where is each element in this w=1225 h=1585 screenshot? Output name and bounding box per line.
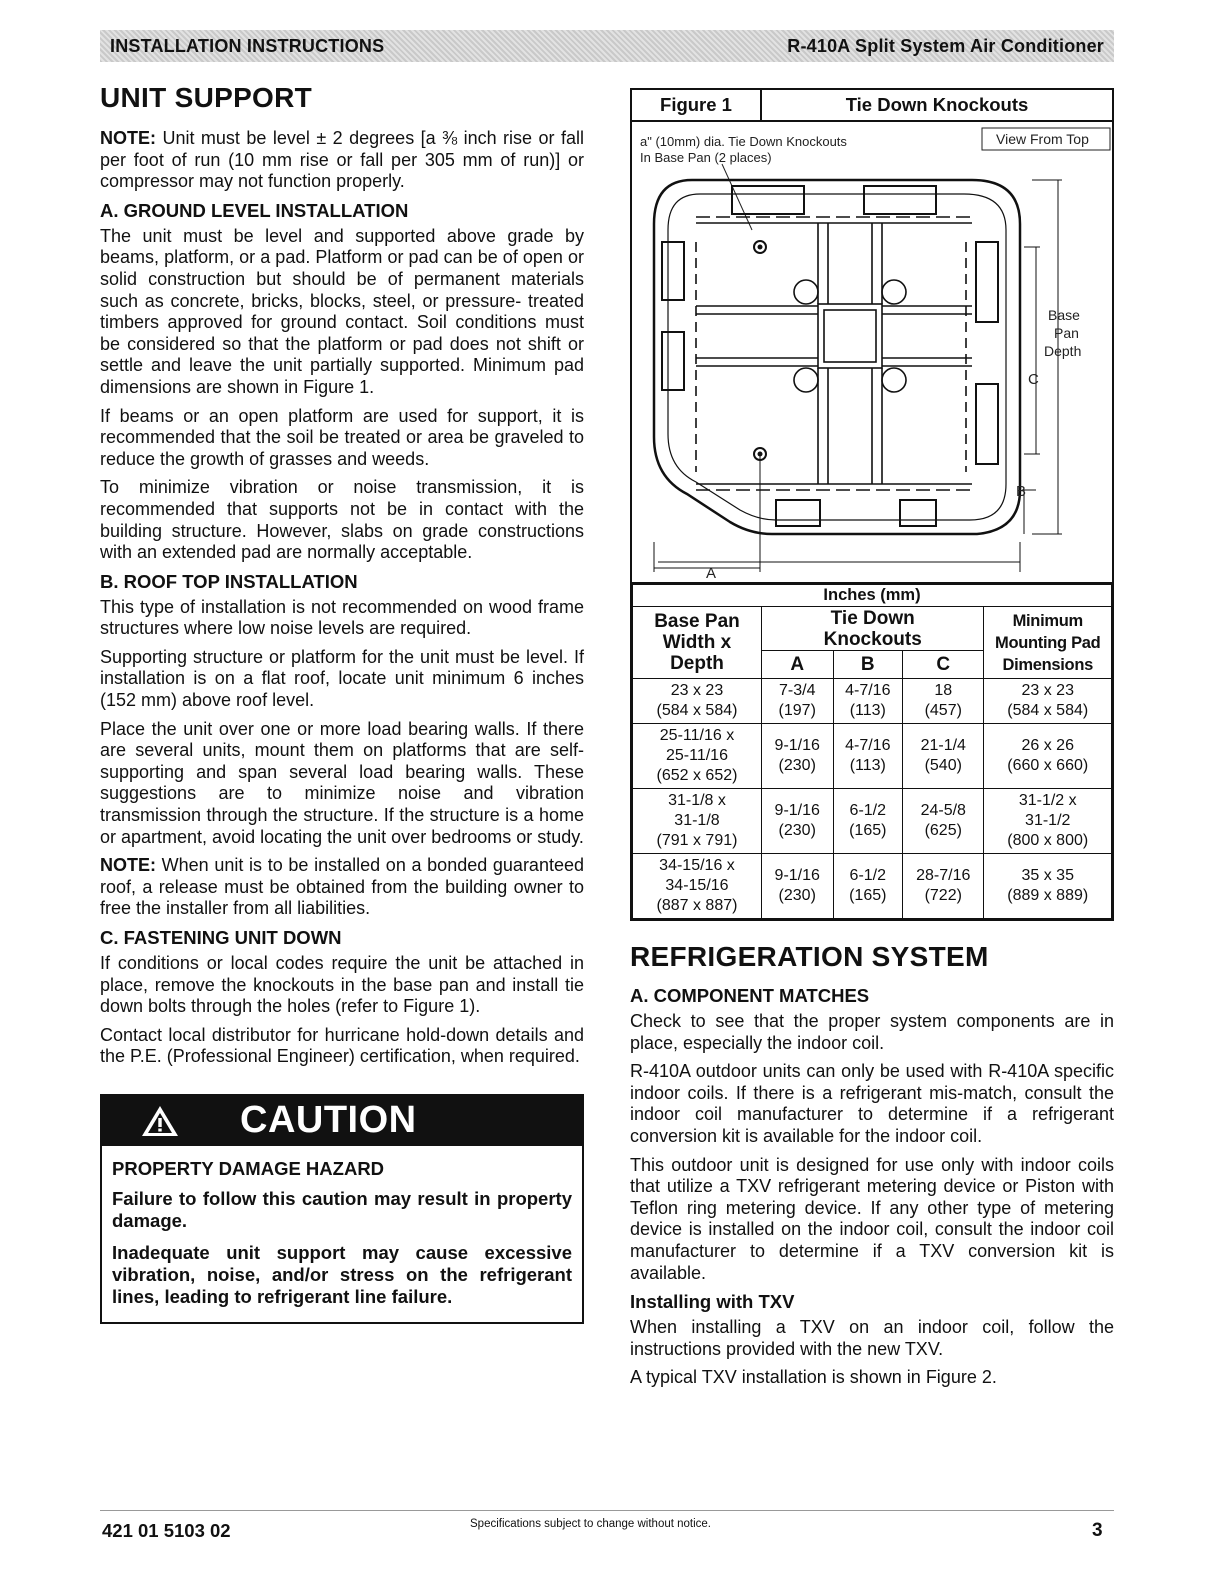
cell-line: 34-15/16 x	[659, 857, 735, 874]
cell-line: 21-1/4	[920, 737, 966, 754]
cell-line: (457)	[924, 702, 962, 719]
col-min-pad-line-3: Dimensions	[1002, 655, 1093, 674]
cell-pad	[984, 789, 1112, 854]
header-left-title: INSTALLATION INSTRUCTIONS	[110, 35, 385, 56]
col-base-pan-line-2: Width x	[662, 632, 732, 653]
label-depth-1: Base	[1048, 307, 1080, 323]
col-b: B	[833, 651, 903, 679]
cell-line: (889 x 889)	[1007, 887, 1089, 904]
support-ribs	[696, 217, 972, 490]
cell-b	[833, 789, 903, 854]
refrigeration-paragraph-3: This outdoor unit is designed for use only with indoor coils that utilize a TXV refrigerant metering device or Piston with Teflon ring metering device. If any other type of metering device is installed on the indoor coil, consult the indoor coil manufacturer to determine if a TXV conversion kit is available.	[630, 1154, 1114, 1283]
roof-note-label: NOTE:	[100, 855, 156, 876]
cell-pad	[984, 679, 1112, 724]
cell-b	[833, 724, 903, 789]
table-row	[633, 724, 1112, 789]
installing-txv-heading: Installing with TXV	[630, 1291, 795, 1313]
cell-b	[833, 854, 903, 919]
cell-line: (230)	[778, 822, 816, 839]
label-knockout-dia: a" (10mm) dia. Tie Down Knockouts	[640, 134, 847, 149]
ground-paragraph-2: If beams or an open platform are used for support, it is recommended that the soil be treated or area be graveled to reduce the growth of grasses and weeds.	[100, 405, 584, 469]
caution-box	[100, 1094, 584, 1324]
ground-level-heading: A. GROUND LEVEL INSTALLATION	[100, 199, 409, 221]
figure-number: Figure 1	[632, 90, 762, 120]
cell-line: (660 x 660)	[1007, 757, 1089, 774]
base-pan-inner-rim	[668, 194, 1006, 520]
cell-line: 6-1/2	[849, 867, 887, 884]
col-base-pan-line-1: Base Pan	[654, 611, 740, 632]
base-pan-outline	[654, 180, 1020, 534]
caution-line-1: Failure to follow this caution may result in property damage.	[112, 1187, 572, 1231]
base-pan-diagram	[632, 122, 1112, 584]
caution-line-2: Inadequate unit support may cause excessive vibration, noise, and/or stress on the refrigerant lines, leading to refrigerant line failure.	[112, 1241, 572, 1307]
note-label: NOTE:	[100, 128, 156, 148]
label-depth-3: Depth	[1044, 343, 1082, 359]
cell-line: 35 x 35	[1021, 867, 1074, 884]
cell-line: 6-1/2	[849, 802, 887, 819]
cell-line: 4-7/16	[845, 737, 891, 754]
label-a: A	[706, 565, 717, 582]
caution-banner	[102, 1096, 582, 1146]
unit-support-title: UNIT SUPPORT	[100, 82, 313, 113]
cell-line: (230)	[778, 757, 816, 774]
cell-line: (652 x 652)	[656, 767, 738, 784]
component-matches-heading: A. COMPONENT MATCHES	[630, 985, 870, 1006]
cell-line: (800 x 800)	[1007, 832, 1089, 849]
cell-line: (540)	[924, 757, 962, 774]
roof-paragraph-1: This type of installation is not recommended on wood frame structures where low noise levels are required.	[100, 596, 584, 639]
figure-header	[632, 90, 1112, 122]
label-c: C	[1028, 371, 1039, 388]
cell-pad	[984, 854, 1112, 919]
caution-title: CAUTION	[240, 1099, 417, 1142]
cell-line: 26 x 26	[1021, 737, 1074, 754]
cell-line: 9-1/16	[774, 802, 820, 819]
note-text: Unit must be level ± 2 degrees [a ⅜ inch rise or fall per foot of run (10 mm rise or fall per 305 mm of run)] or compressor may not function properly.	[100, 128, 584, 192]
cell-c	[903, 854, 984, 919]
cell-line: 31-1/2 x	[1018, 792, 1077, 809]
header-bar	[100, 30, 1114, 62]
header-right-title: R-410A Split System Air Conditioner	[787, 35, 1104, 56]
knockout-slot-top-right	[864, 186, 936, 214]
caution-hazard: PROPERTY DAMAGE HAZARD	[112, 1157, 385, 1179]
cell-line: 31-1/2	[1025, 812, 1071, 829]
label-b: B	[1016, 483, 1027, 500]
view-from-top-label: View From Top	[996, 131, 1089, 147]
table-row	[633, 854, 1112, 919]
cell-line: 28-7/16	[916, 867, 971, 884]
label-depth-2: Pan	[1054, 325, 1079, 341]
cell-line: 31-1/8 x	[668, 792, 726, 809]
cell-a	[761, 789, 833, 854]
fastening-paragraph-1: If conditions or local codes require the unit be attached in place, remove the knockouts in the base pan and install tie down bolts through the holes (refer to Figure 1).	[100, 953, 584, 1017]
col-tie-down	[761, 607, 984, 651]
cell-line: (165)	[849, 822, 887, 839]
table-row	[633, 789, 1112, 854]
cell-line: (230)	[778, 887, 816, 904]
table-row	[633, 679, 1112, 724]
cell-line: (791 x 791)	[656, 832, 738, 849]
tie-down-hole-upper-center	[758, 245, 763, 250]
refrigeration-paragraph-5: A typical TXV installation is shown in Figure 2.	[630, 1367, 997, 1388]
cell-line: 25-11/16	[665, 747, 728, 764]
figure-title: Tie Down Knockouts	[845, 94, 1029, 115]
col-base-pan-line-3: Depth	[670, 653, 724, 674]
col-c: C	[903, 651, 984, 679]
knockout-slot-right-upper	[976, 242, 998, 322]
cell-a	[761, 724, 833, 789]
cell-c	[903, 789, 984, 854]
ground-paragraph-1: The unit must be level and supported above grade by beams, platform, or a pad. Platform or pad can be of open or solid construction but should be of permanent materials such as concrete, bricks, blocks, steel, or pressure- treated timbers approved for ground contact. Soil conditions must be considered so that the platform or pad does not shift or settle and leave the unit partially supported. Minimum pad dimensions are shown in Figure 1.	[100, 225, 584, 397]
roof-note-text: When unit is to be installed on a bonded guaranteed roof, a release must be obtained from the building owner to free the installer from all liabilities.	[100, 855, 584, 919]
cell-line: 34-15/16	[665, 877, 729, 894]
col-min-pad-line-1: Minimum	[1012, 611, 1083, 630]
tie-down-table	[632, 584, 1112, 919]
cell-size	[633, 789, 762, 854]
table-units: Inches (mm)	[633, 585, 1112, 607]
col-min-pad-line-2: Mounting Pad	[995, 633, 1101, 652]
cell-size	[633, 724, 762, 789]
footer-divider	[100, 1510, 1114, 1511]
refrigeration-paragraph-1: Check to see that the proper system components are in place, especially the indoor coil.	[630, 1011, 1114, 1053]
cell-line: (113)	[849, 757, 886, 774]
cell-size	[633, 854, 762, 919]
figure-1	[630, 88, 1114, 921]
cell-c	[903, 724, 984, 789]
col-base-pan	[633, 607, 762, 679]
cell-size	[633, 679, 762, 724]
cell-c	[903, 679, 984, 724]
cell-line: 31-1/8	[674, 812, 720, 829]
cell-line: 23 x 23	[1021, 682, 1074, 699]
knockout-slot-bottom-right	[900, 500, 936, 526]
cell-line: 7-3/4	[779, 682, 816, 699]
cell-line: 25-11/16 x	[659, 727, 735, 744]
cell-line: (113)	[849, 702, 886, 719]
refrigeration-paragraph-2: R-410A outdoor units can only be used with R-410A specific indoor coils. If there is a refrigerant mis-match, consult the indoor coil manufacturer to determine if a refrigerant conversion kit is available for the indoor coil.	[630, 1061, 1114, 1146]
cell-line: (887 x 887)	[656, 897, 738, 914]
refrigeration-section	[630, 941, 1114, 1389]
cell-line: 18	[934, 682, 953, 699]
unit-support-note	[100, 128, 584, 193]
left-column	[100, 82, 584, 1324]
knockout-slot-right-lower	[976, 384, 998, 464]
refrigeration-title: REFRIGERATION SYSTEM	[630, 941, 989, 972]
leader-line	[722, 164, 752, 230]
roof-top-heading: B. ROOF TOP INSTALLATION	[100, 570, 358, 592]
cell-line: (584 x 584)	[1007, 702, 1089, 719]
cell-line: 24-5/8	[920, 802, 966, 819]
fastening-paragraph-2: Contact local distributor for hurricane hold-down details and the P.E. (Professional Engineer) certification, when required.	[100, 1024, 584, 1067]
cell-line: (722)	[924, 887, 962, 904]
col-tie-down-line-2: Knockouts	[823, 628, 922, 650]
table-header-row-1	[633, 607, 1112, 651]
roof-paragraph-3: Place the unit over one or more load bearing walls. If there are several units, mount them on platforms that are self-supporting and span several load bearing walls. These suggestions are to minimize noise and vibration transmission through the structure. If the structure is a home or apartment, avoid locating the unit over bedrooms or study.	[100, 718, 584, 847]
tie-down-drawing	[632, 122, 1112, 584]
roof-paragraph-2: Supporting structure or platform for the unit must be level. If installation is on a flat roof, locate unit minimum 6 inches (152 mm) above roof level.	[100, 646, 584, 711]
knockout-slot-left-lower	[662, 332, 684, 390]
cell-a	[761, 679, 833, 724]
fastening-heading: C. FASTENING UNIT DOWN	[100, 927, 342, 948]
footer-notice: Specifications subject to change without notice.	[470, 1518, 712, 1530]
cell-a	[761, 854, 833, 919]
cell-line: 9-1/16	[774, 737, 820, 754]
cell-line: (197)	[778, 702, 816, 719]
roof-note	[100, 855, 584, 920]
col-min-pad	[984, 607, 1112, 679]
col-tie-down-line-1: Tie Down	[830, 607, 915, 629]
knockout-slot-bottom-left	[776, 500, 820, 526]
cell-line: (625)	[924, 822, 962, 839]
table-units-row	[633, 585, 1112, 607]
cell-line: 23 x 23	[670, 682, 724, 699]
warning-triangle-icon	[140, 1104, 180, 1138]
right-column	[630, 88, 1114, 1396]
cell-line: (584 x 584)	[656, 702, 738, 719]
knockout-slot-left-upper	[662, 242, 684, 300]
cell-line: 4-7/16	[845, 682, 891, 699]
footer-part-number: 421 01 5103 02	[102, 1520, 231, 1541]
ground-paragraph-3: To minimize vibration or noise transmission, it is recommended that supports not be in contact with the building structure. However, slabs on grade constructions with an extended pad are normally acceptable.	[100, 477, 584, 563]
cell-line: 9-1/16	[774, 867, 820, 884]
label-in-base-pan: In Base Pan (2 places)	[640, 150, 772, 165]
caution-body	[102, 1146, 582, 1322]
refrigeration-paragraph-4: When installing a TXV on an indoor coil, follow the instructions provided with the new TXV.	[630, 1317, 1114, 1359]
cell-line: (165)	[849, 887, 887, 904]
cell-b	[833, 679, 903, 724]
footer-page-number: 3	[1092, 1520, 1103, 1541]
cell-pad	[984, 724, 1112, 789]
col-a: A	[761, 651, 833, 679]
